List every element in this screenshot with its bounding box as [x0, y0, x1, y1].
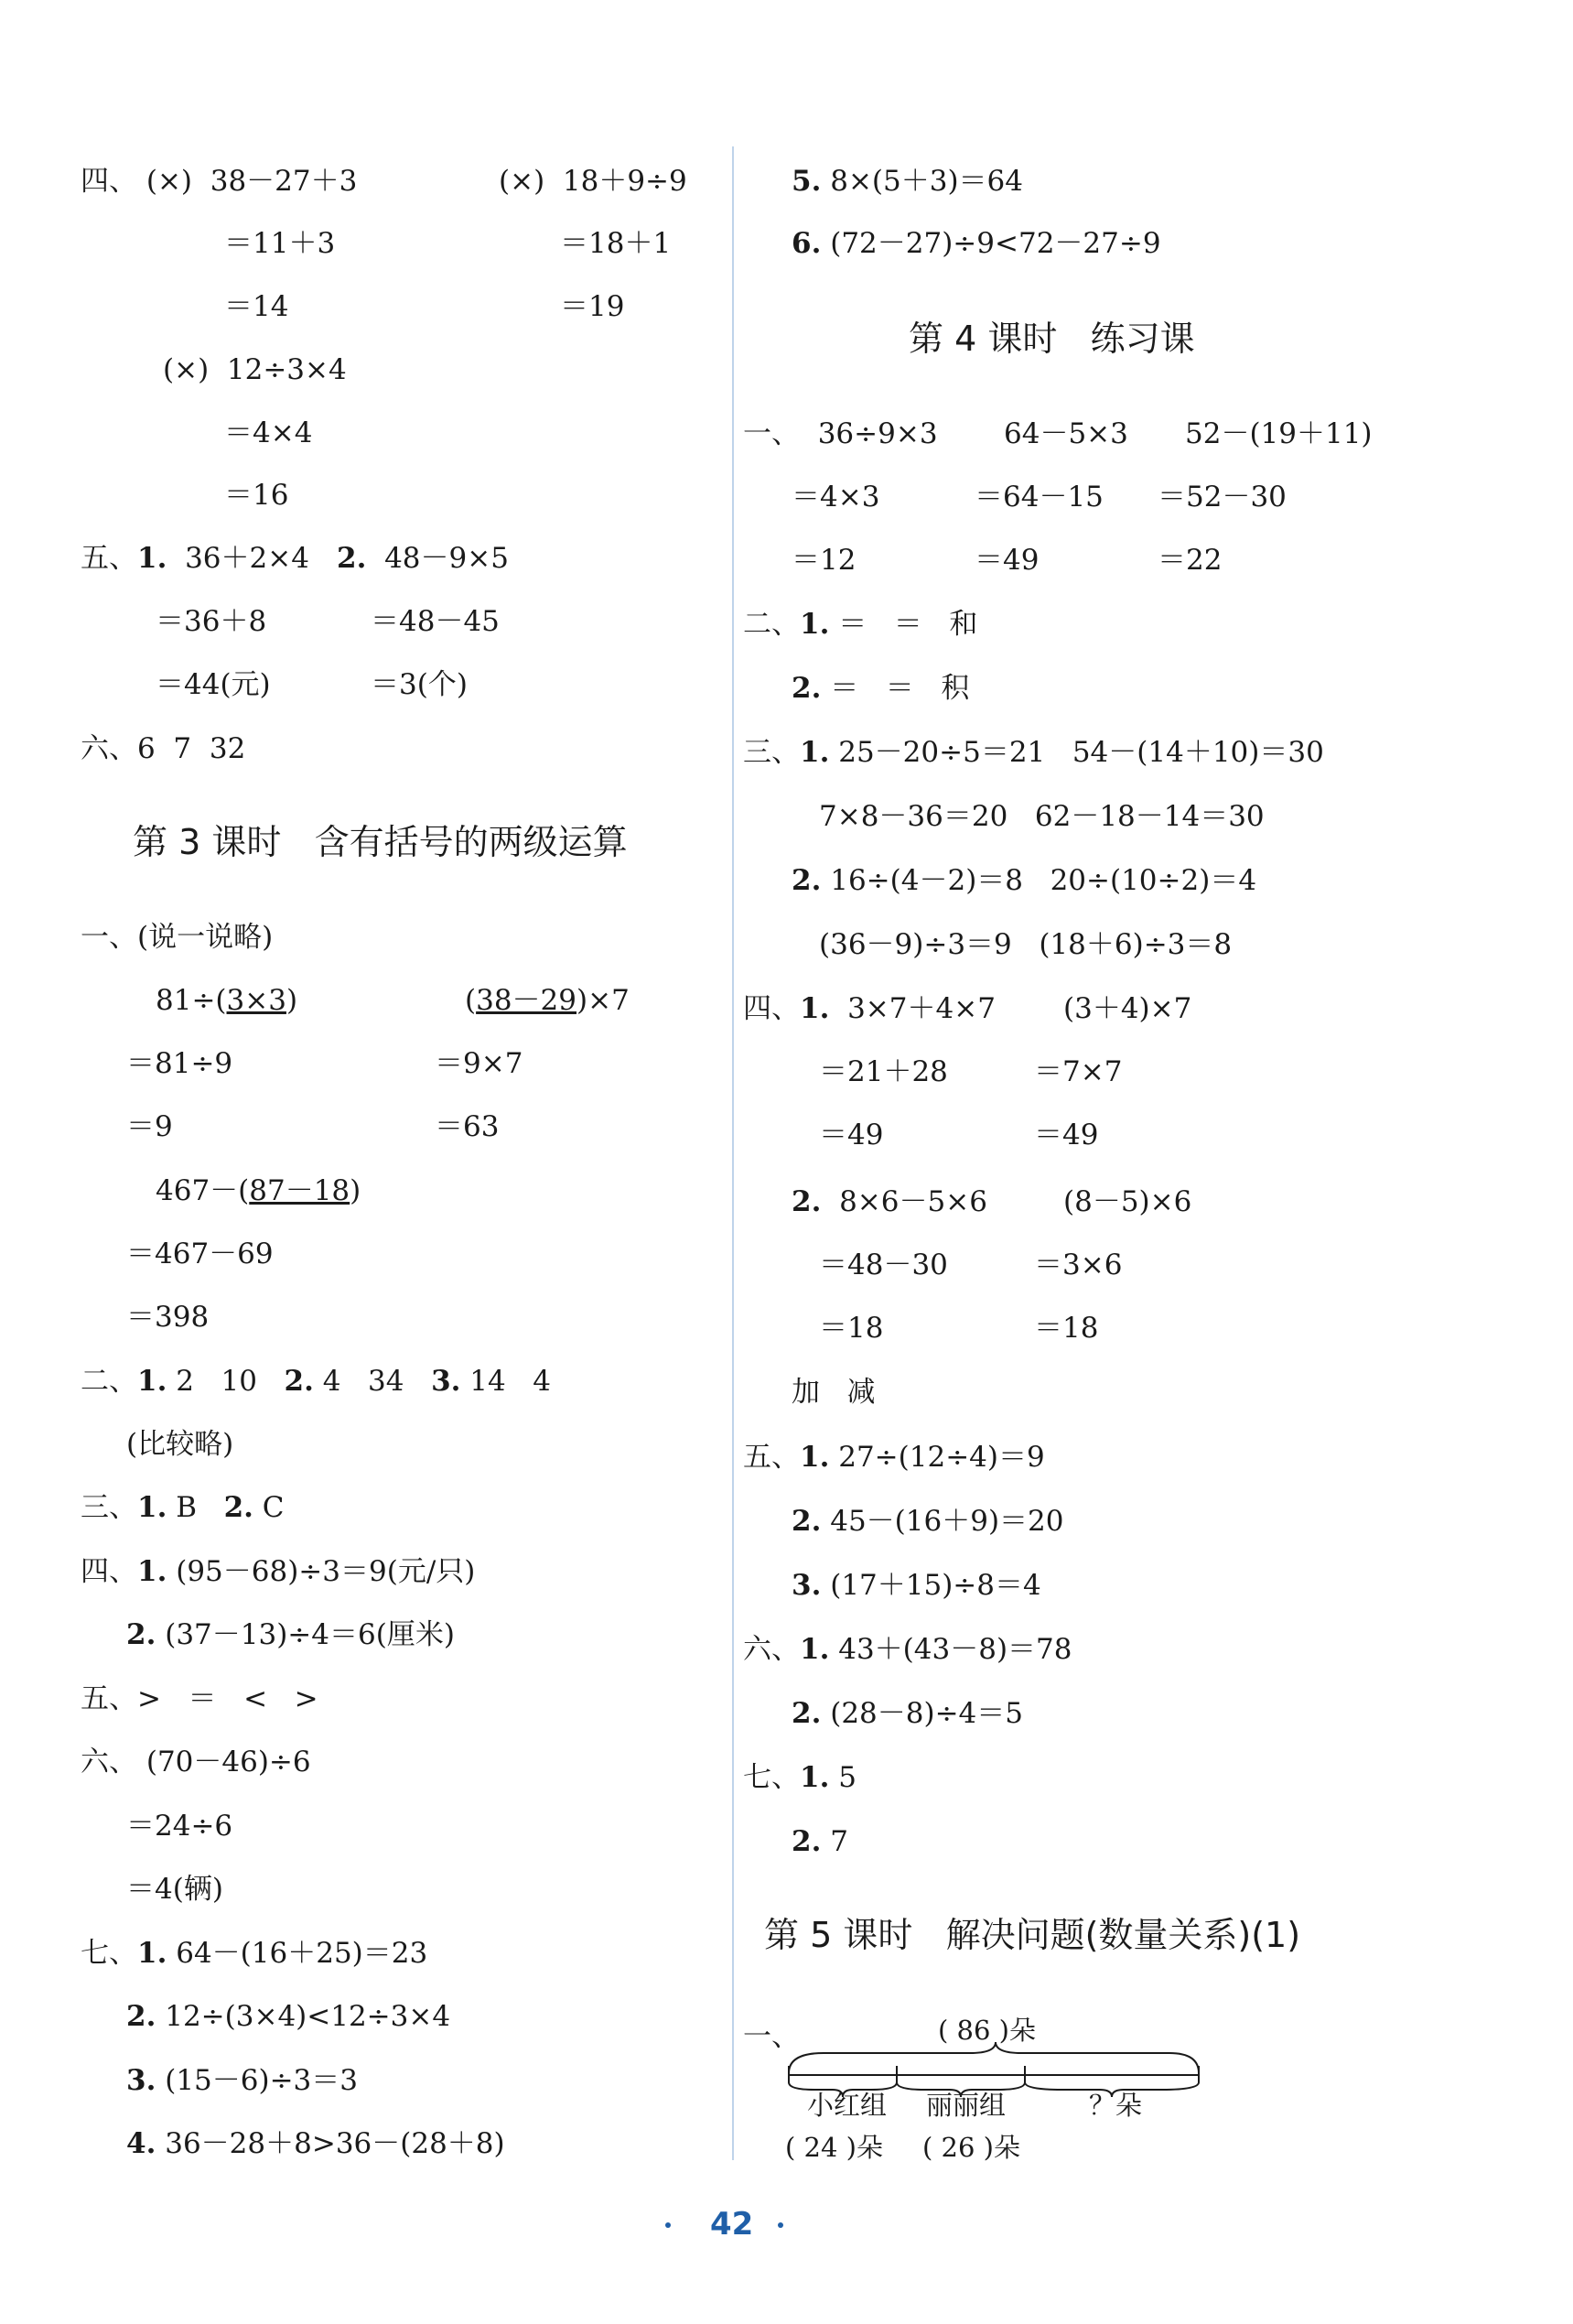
line: ＝48－45 — [371, 605, 500, 638]
line — [792, 1567, 1041, 1604]
line: ＝19 — [560, 290, 625, 323]
section-mark: 七、 — [743, 1761, 800, 1794]
segment-label: ？朵 — [1089, 2090, 1143, 2121]
section-mark: 三、 — [743, 736, 800, 769]
text: )×7 — [576, 984, 630, 1017]
line: 一、(说一说略) — [81, 921, 274, 954]
item-number: 1. — [137, 542, 167, 575]
text: 14 4 — [460, 1365, 552, 1398]
text: 45－(16＋9)＝20 — [821, 1505, 1064, 1538]
lesson-4-heading: 第 4 课时 练习课 — [909, 319, 1195, 359]
segment-value: ( 24 )朵 — [785, 2132, 883, 2163]
line: ＝7×7 — [1034, 1055, 1123, 1088]
item-number: 2. — [126, 1618, 156, 1651]
item-number: 1. — [800, 992, 830, 1025]
text: 25－20÷5＝21 54－(14＋10)＝30 — [829, 736, 1324, 769]
item-number: 2. — [792, 1825, 822, 1858]
text: 64－(16＋25)＝23 — [167, 1937, 428, 1970]
line: (3＋4)×7 — [1063, 992, 1192, 1025]
line: ＝49 — [975, 544, 1040, 577]
segment-label: 小红组 — [807, 2090, 888, 2121]
segment-label: 丽丽组 — [926, 2090, 1007, 2121]
line: ＝9×7 — [435, 1047, 523, 1080]
line — [126, 1616, 455, 1653]
item-number: 6. — [792, 227, 822, 260]
column-divider — [732, 146, 734, 2160]
section-mark: 三、 — [81, 1491, 137, 1524]
text: 8×6－5×6 — [821, 1185, 987, 1218]
line: ＝398 — [126, 1301, 210, 1334]
expression: 48－9×5 — [366, 542, 509, 575]
line: (8－5)×6 — [1063, 1185, 1192, 1218]
line — [337, 540, 509, 577]
text: 12÷(3×4)<12÷3×4 — [156, 2000, 451, 2033]
line: ＝22 — [1158, 544, 1223, 577]
line: ＝21＋28 — [819, 1055, 948, 1088]
text: 3×7＋4×7 — [829, 992, 996, 1025]
item-number: 2. — [284, 1365, 314, 1398]
page-number: 42 — [710, 2206, 754, 2243]
line — [792, 670, 969, 707]
section-mark: 二、 — [743, 608, 800, 641]
text: 43＋(43－8)＝78 — [829, 1633, 1072, 1666]
line — [743, 990, 996, 1027]
section-mark: 七、 — [81, 1937, 137, 1970]
item-number: 2. — [792, 1505, 822, 1538]
line-segment-diagram — [787, 2046, 1208, 2092]
item-number: 2. — [126, 2000, 156, 2033]
line: ＝12 — [792, 544, 857, 577]
line: ＝63 — [435, 1110, 500, 1143]
item-number: 1. — [137, 1365, 167, 1398]
line — [81, 1363, 551, 1400]
section-mark: 六、 — [743, 1633, 800, 1666]
item-number: 1. — [800, 1633, 830, 1666]
line: ＝48－30 — [819, 1248, 948, 1281]
line: (×) 12÷3×4 — [163, 353, 347, 386]
line: ＝14 — [224, 290, 289, 323]
text: 467－( — [156, 1174, 250, 1207]
line: (36－9)÷3＝9 (18＋6)÷3＝8 — [819, 928, 1233, 961]
item-number: 1. — [137, 1491, 167, 1524]
section-mark: 四、 — [743, 992, 800, 1025]
line — [792, 1503, 1063, 1540]
item-number: 2. — [223, 1491, 253, 1524]
line: 52－(19＋11) — [1185, 417, 1373, 450]
lesson-5-heading: 第 5 课时 解决问题(数量关系)(1) — [764, 1915, 1301, 1955]
line — [792, 1823, 848, 1860]
text: 4 34 — [313, 1365, 432, 1398]
section-mark: 二、 — [81, 1365, 137, 1398]
text: ) — [350, 1174, 361, 1207]
item-number: 1. — [800, 1441, 830, 1474]
line — [81, 1489, 285, 1526]
line: ＝49 — [1034, 1119, 1099, 1151]
text: (37－13)÷4＝6(厘米) — [156, 1618, 455, 1651]
page-number-dot — [665, 2222, 671, 2228]
line: 五、> ＝ < > — [81, 1682, 318, 1715]
line: ＝44(元) — [156, 668, 271, 701]
line: ＝18 — [1034, 1312, 1099, 1345]
item-number: 3. — [126, 2064, 156, 2097]
line: 64－5×3 — [1004, 417, 1128, 450]
text: 7 — [821, 1825, 848, 1858]
text: ＝ ＝ 和 — [829, 608, 978, 641]
text: ＝ ＝ 积 — [821, 672, 970, 705]
line: ＝81÷9 — [126, 1047, 233, 1080]
line — [743, 606, 977, 643]
text: 8×(5＋3)＝64 — [821, 165, 1024, 198]
line — [126, 2125, 505, 2162]
item-number: 2. — [792, 1697, 822, 1730]
line — [465, 982, 630, 1019]
text: B — [167, 1491, 224, 1524]
item-number: 1. — [800, 608, 830, 641]
line: ＝9 — [126, 1110, 173, 1143]
line — [792, 163, 1023, 200]
line: ＝49 — [819, 1119, 884, 1151]
section-mark: 五、 — [743, 1441, 800, 1474]
line — [81, 540, 309, 577]
text: 27÷(12÷4)＝9 — [829, 1441, 1045, 1474]
line — [126, 1998, 450, 2035]
line: ＝36＋8 — [156, 605, 267, 638]
item-number: 4. — [126, 2127, 156, 2160]
text: (17＋15)÷8＝4 — [821, 1569, 1041, 1602]
line: 六、6 7 32 — [81, 732, 246, 765]
line — [792, 862, 1256, 899]
line: ＝4×4 — [224, 416, 313, 449]
line — [743, 734, 1324, 771]
line: ＝3(个) — [371, 668, 468, 701]
line: ＝24÷6 — [126, 1810, 233, 1843]
line: 四、 (×) 38－27＋3 — [81, 165, 358, 198]
item-number: 1. — [800, 736, 830, 769]
line — [126, 2062, 358, 2099]
line: ＝18 — [819, 1312, 884, 1345]
line — [743, 1631, 1072, 1668]
text: 81÷( — [156, 984, 227, 1017]
line: 加 减 — [792, 1376, 876, 1409]
line: ＝4×3 — [792, 481, 880, 513]
diagram-total-label: ( 86 )朵 — [938, 2015, 1036, 2046]
text: ( — [465, 984, 477, 1017]
item-number: 2. — [792, 1185, 822, 1218]
item-number: 2. — [337, 542, 367, 575]
section-mark: 四、 — [81, 1555, 137, 1588]
line — [743, 1759, 857, 1796]
text: ) — [286, 984, 298, 1017]
line: (×) 18＋9÷9 — [499, 165, 687, 198]
line — [792, 1695, 1023, 1732]
line — [156, 1173, 361, 1209]
line: 一、 36÷9×3 — [743, 417, 938, 450]
line — [743, 1439, 1045, 1475]
lesson-3-heading: 第 3 课时 含有括号的两级运算 — [133, 822, 628, 862]
expression: 36＋2×4 — [167, 542, 309, 575]
text: (95－68)÷3＝9(元/只) — [167, 1555, 476, 1588]
line — [81, 1935, 427, 1972]
line — [792, 225, 1161, 262]
line: ＝52－30 — [1158, 481, 1287, 513]
text: (28－8)÷4＝5 — [821, 1697, 1024, 1730]
segment-value: ( 26 )朵 — [922, 2132, 1020, 2163]
line: 7×8－36＝20 62－18－14＝30 — [819, 800, 1265, 833]
line — [792, 1184, 987, 1220]
item-number: 1. — [137, 1937, 167, 1970]
line: 六、 (70－46)÷6 — [81, 1746, 311, 1778]
item-number: 5. — [792, 165, 822, 198]
item-number: 3. — [792, 1569, 822, 1602]
line: ＝3×6 — [1034, 1248, 1123, 1281]
line: 一、 — [743, 2020, 800, 2053]
text: C — [253, 1491, 285, 1524]
line: ＝18＋1 — [560, 227, 672, 260]
line: ＝16 — [224, 479, 289, 512]
underlined-step: 38－29 — [476, 984, 577, 1017]
page-number-dot — [778, 2222, 783, 2228]
text: 2 10 — [167, 1365, 285, 1398]
underlined-step: 87－18 — [249, 1174, 350, 1207]
text: (15－6)÷3＝3 — [156, 2064, 359, 2097]
item-number: 2. — [792, 672, 822, 705]
section-mark: 五、 — [81, 542, 137, 575]
text: (72－27)÷9<72－27÷9 — [821, 227, 1161, 260]
item-number: 1. — [800, 1761, 830, 1794]
line: ＝11＋3 — [224, 227, 336, 260]
item-number: 2. — [792, 864, 822, 897]
underlined-step: 3×3 — [226, 984, 286, 1017]
text: 36－28＋8>36－(28＋8) — [156, 2127, 505, 2160]
item-number: 3. — [431, 1365, 461, 1398]
line: ＝64－15 — [975, 481, 1104, 513]
item-number: 1. — [137, 1555, 167, 1588]
line — [81, 1553, 475, 1590]
line: ＝4(辆) — [126, 1873, 223, 1906]
text: 5 — [829, 1761, 857, 1794]
text: 16÷(4－2)＝8 20÷(10÷2)＝4 — [821, 864, 1257, 897]
total-brace — [789, 2042, 1199, 2073]
line: (比较略) — [126, 1428, 234, 1461]
line: ＝467－69 — [126, 1238, 274, 1270]
line — [156, 982, 297, 1019]
